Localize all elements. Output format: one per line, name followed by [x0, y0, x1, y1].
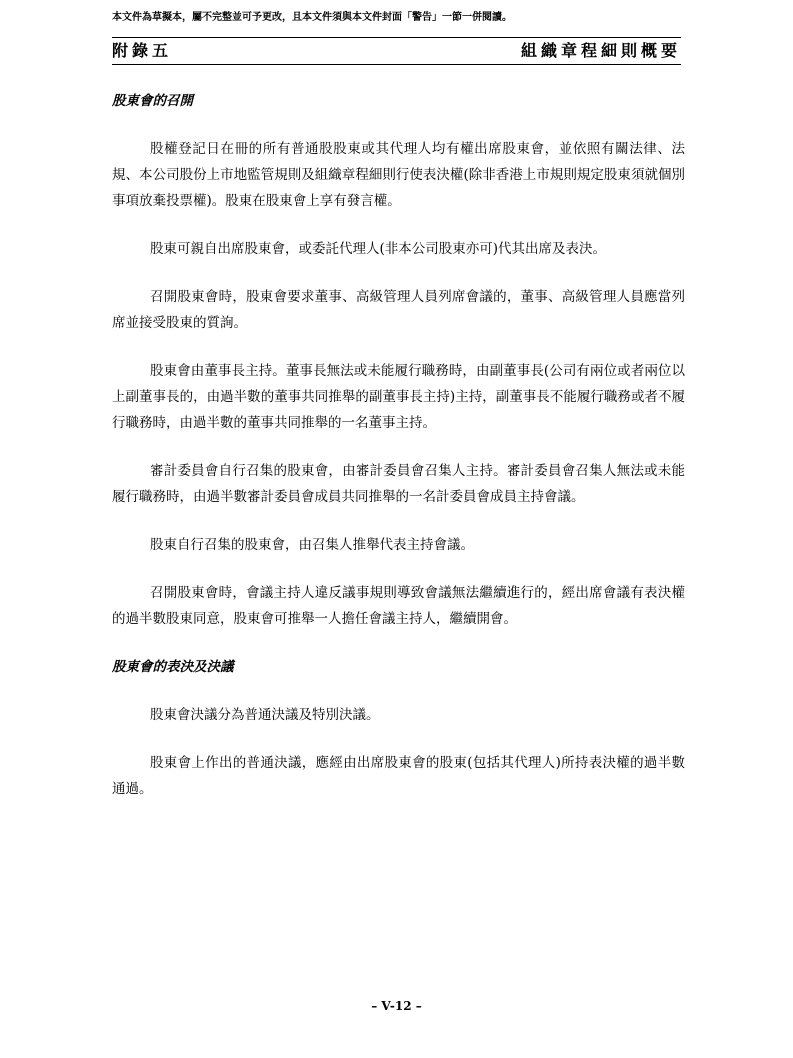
header-rule-top — [112, 37, 681, 38]
draft-notice: 本文件為草擬本，屬不完整並可予更改，且本文件須與本文件封面「警告」一節一併閱讀。 — [112, 12, 512, 23]
section-convening — [112, 88, 685, 632]
paragraph: 股東自行召集的股東會，由召集人推舉代表主持會議。 — [150, 537, 474, 553]
paragraph: 股東會上作出的普通決議，應經由出席股東會的股東(包括其代理人)所持表決權的過半數通過。 — [112, 755, 685, 797]
paragraph: 股權登記日在冊的所有普通股股東或其代理人均有權出席股東會，並依照有關法律、法規、本公司股份上市地監管規則及組織章程細則行使表決權(除非香港上市規則規定股東須就個別事項放棄投票權)。股東在股東會上享有發言權。 — [112, 141, 685, 209]
section-title: 股東會的表決及決議 — [112, 659, 234, 675]
document-body — [112, 88, 685, 802]
paragraph: 股東會由董事長主持。董事長無法或未能履行職務時，由副董事長(公司有兩位或者兩位以上副董事長的，由過半數的董事共同推舉的副董事長主持)主持，副董事長不能履行職務或者不履行職務時，由過半數的董事共同推舉的一名董事主持。 — [112, 363, 685, 431]
paragraph: 召開股東會時，會議主持人違反議事規則導致會議無法繼續進行的，經出席會議有表決權的過半數股東同意，股東會可推舉一人擔任會議主持人，繼續開會。 — [112, 585, 685, 627]
paragraph: 審計委員會自行召集的股東會，由審計委員會召集人主持。審計委員會召集人無法或未能履行職務時，由過半數審計委員會成員共同推舉的一名計委員會成員主持會議。 — [112, 463, 685, 505]
page-number: – V-12 – — [371, 999, 422, 1013]
section-title: 股東會的召開 — [112, 93, 193, 109]
header-rule-bottom — [112, 64, 681, 65]
page-title: 組織章程細則概要 — [520, 41, 681, 60]
appendix-label: 附錄五 — [112, 41, 173, 60]
paragraph: 股東會決議分為普通決議及特別決議。 — [150, 707, 380, 723]
paragraph: 召開股東會時，股東會要求董事、高級管理人員列席會議的，董事、高級管理人員應當列席並接受股東的質詢。 — [112, 289, 685, 331]
section-voting — [112, 654, 685, 802]
paragraph: 股東可親自出席股東會，或委託代理人(非本公司股東亦可)代其出席及表決。 — [150, 241, 607, 257]
